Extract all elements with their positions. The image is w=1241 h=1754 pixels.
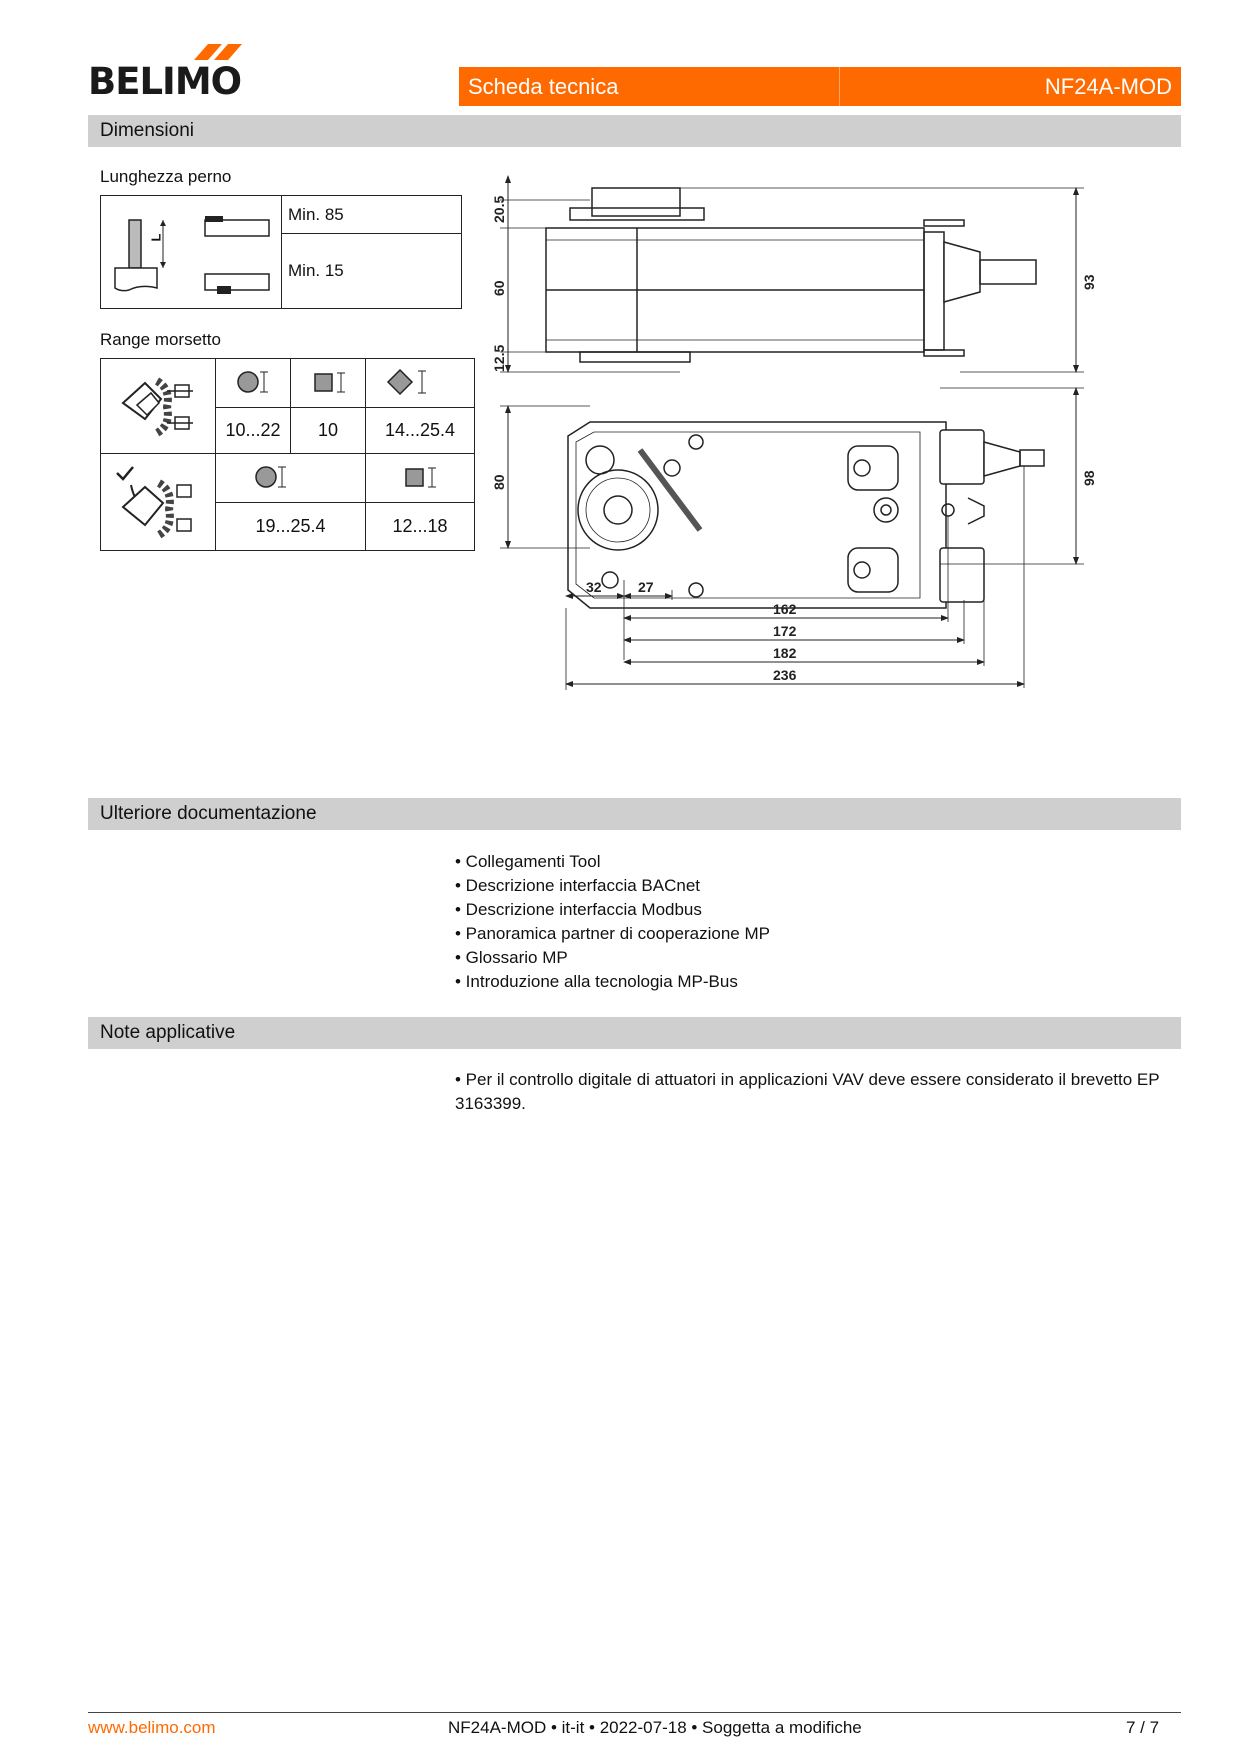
shaft-diagram-icon	[101, 196, 281, 308]
side-view	[546, 188, 1036, 362]
round-shaft-icon-cell-2	[216, 454, 366, 503]
round-shaft-icon-2	[216, 455, 330, 501]
square-shaft-icon-2	[366, 455, 474, 501]
docs-item: • Collegamenti Tool	[455, 852, 601, 871]
clamp-bottom-icon	[101, 455, 215, 550]
clamp-range-table	[100, 358, 475, 551]
dim-162: 162	[773, 601, 797, 617]
section-notes-title: Note applicative	[100, 1022, 236, 1043]
footer-doc-info: NF24A-MOD • it-it • 2022-07-18 • Soggetta a modifiche	[448, 1718, 862, 1737]
shaft-length-title: Lunghezza perno	[100, 167, 232, 186]
logo-text: BELIMO	[88, 60, 242, 103]
footer-page-number: 7 / 7	[1126, 1718, 1160, 1737]
docs-item: • Descrizione interfaccia Modbus	[455, 900, 702, 919]
clamp-range-title: Range morsetto	[100, 330, 221, 349]
dim-80: 80	[491, 474, 507, 490]
docs-item: • Descrizione interfaccia BACnet	[455, 876, 700, 895]
clamp-square-value: 10	[291, 407, 366, 454]
dim-12-5: 12.5	[491, 344, 507, 372]
shaft-length-table	[100, 195, 462, 309]
belimo-logo	[88, 44, 248, 106]
clamp-top-icon	[101, 359, 215, 453]
header-divider	[839, 67, 840, 106]
actuator-dimension-drawing	[480, 160, 1140, 760]
dim-60: 60	[491, 280, 507, 296]
dim-98: 98	[1081, 470, 1097, 486]
square-shaft-icon-cell	[291, 359, 366, 408]
diamond-shaft-icon	[366, 360, 448, 406]
section-notes	[88, 1017, 1181, 1049]
section-docs	[88, 798, 1181, 830]
clamp-diagram-top	[101, 359, 216, 454]
square-shaft-icon	[291, 360, 365, 406]
square-shaft-icon-cell-2	[366, 454, 475, 503]
docs-item: • Glossario MP	[455, 948, 568, 967]
dim-32: 32	[586, 579, 602, 595]
dim-27: 27	[638, 579, 654, 595]
shaft-min-15: Min. 15	[282, 234, 462, 309]
header-bar	[459, 67, 1181, 106]
header-doc-type: Scheda tecnica	[468, 74, 619, 99]
section-dimensions-title: Dimensioni	[100, 120, 194, 141]
clamp-square-value-2: 12...18	[366, 503, 475, 551]
docs-item: • Introduzione alla tecnologia MP-Bus	[455, 972, 738, 991]
dim-172: 172	[773, 623, 797, 639]
shaft-min-85: Min. 85	[282, 196, 462, 234]
shaft-diagram-cell	[101, 196, 282, 309]
docs-list	[455, 850, 770, 994]
clamp-diamond-value: 14...25.4	[366, 407, 475, 454]
dim-93: 93	[1081, 274, 1097, 290]
section-dimensions	[88, 115, 1181, 147]
round-shaft-icon-cell	[216, 359, 291, 408]
footer-divider	[88, 1712, 1181, 1713]
dim-20-5: 20.5	[491, 195, 507, 223]
section-docs-title: Ulteriore documentazione	[100, 803, 317, 824]
round-shaft-icon	[216, 360, 290, 406]
clamp-diagram-bottom	[101, 454, 216, 551]
docs-item: • Panoramica partner di cooperazione MP	[455, 924, 770, 943]
clamp-round-value: 10...22	[216, 407, 291, 454]
shaft-length-symbol: L	[148, 233, 164, 242]
diamond-shaft-icon-cell	[366, 359, 475, 408]
application-note: • Per il controllo digitale di attuatori in applicazioni VAV deve essere considerato il brevetto EP 3163399.	[455, 1070, 1160, 1113]
footer-url-link[interactable]: www.belimo.com	[88, 1718, 216, 1737]
header-model: NF24A-MOD	[1044, 74, 1172, 99]
dim-236: 236	[773, 667, 797, 683]
clamp-round-value-2: 19...25.4	[216, 503, 366, 551]
dim-182: 182	[773, 645, 797, 661]
